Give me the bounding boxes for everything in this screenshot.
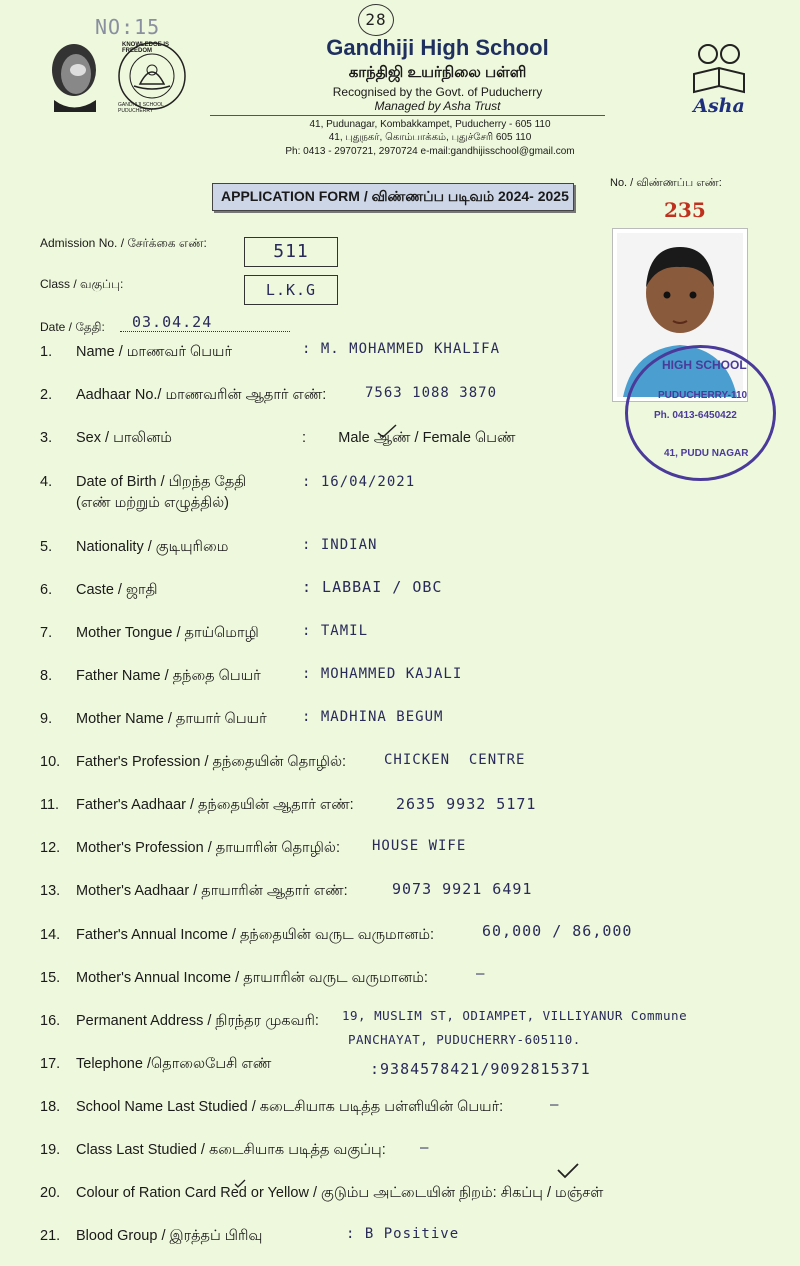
father-profession-value[interactable]: CHICKEN CENTRE — [384, 752, 526, 768]
field-row-dob: 4. Date of Birth / பிறந்த தேதி — [40, 474, 247, 490]
asha-logo — [688, 38, 750, 118]
field-row-father-aadhaar: 11. Father's Aadhaar / தந்தையின் ஆதார் எண்: — [40, 797, 354, 813]
contact-line: Ph: 0413 - 2970721, 2970724 e-mail:gandhijisschool@gmail.com — [285, 146, 575, 157]
last-school-value[interactable]: – — [550, 1097, 560, 1113]
nationality-value[interactable]: : INDIAN — [302, 537, 378, 553]
address-tamil: 41, புதுநகர், கொம்பாக்கம், புதுச்சேரி 605 110 — [328, 132, 532, 143]
mother-aadhaar-value[interactable]: 9073 9921 6491 — [392, 880, 533, 898]
stamp-line-2: PUDUCHERRY-110 — [658, 390, 748, 401]
ration-small-tick — [234, 1176, 246, 1194]
stamp-line-3: Ph. 0413-6450422 — [654, 410, 737, 421]
field-row-mother-income: 15. Mother's Annual Income / தாயாரின் வருட வருமானம்: — [40, 970, 428, 986]
dob-value[interactable]: : 16/04/2021 — [302, 474, 416, 490]
field-row-father-profession: 10. Father's Profession / தந்தையின் தொழில்: — [40, 754, 347, 770]
field-row-mother-tongue: 7. Mother Tongue / தாய்மொழி — [40, 625, 259, 641]
field-row-name: 1. Name / மாணவர் பெயர் — [40, 344, 233, 360]
ration-red-checkmark — [556, 1162, 580, 1185]
father-income-value[interactable]: 60,000 / 86,000 — [482, 922, 633, 940]
mother-name-value[interactable]: : MADHINA BEGUM — [302, 709, 444, 725]
field-row-address: 16. Permanent Address / நிரந்தர முகவரி: — [40, 1013, 319, 1029]
school-name: Gandhiji High School — [326, 35, 549, 60]
date-label: Date / தேதி: — [40, 320, 105, 334]
stamp-line-1: HIGH SCHOOL — [662, 358, 747, 372]
address-value-line1[interactable]: 19, MUSLIM ST, ODIAMPET, VILLIYANUR Commune — [342, 1008, 688, 1023]
field-row-mother-profession: 12. Mother's Profession / தாயாரின் தொழில்: — [40, 840, 340, 856]
page-number: 28 — [358, 4, 394, 36]
gandhi-portrait — [44, 40, 102, 112]
asha-logo-text: Asha — [693, 95, 745, 117]
blood-group-value[interactable]: : B Positive — [346, 1226, 460, 1242]
field-row-father-name: 8. Father Name / தந்தை பெயர் — [40, 668, 261, 684]
caste-value[interactable]: : LABBAI / OBC — [302, 578, 443, 596]
recognition-line: Recognised by the Govt. of Puducherry — [332, 85, 543, 99]
field-row-mother-aadhaar: 13. Mother's Aadhaar / தாயாரின் ஆதார் எண்: — [40, 883, 348, 899]
sex-value[interactable]: : Male ஆண் / Female பெண் — [302, 430, 516, 446]
form-title: APPLICATION FORM / விண்ணப்ப படிவம் 2024- 2025 — [212, 183, 574, 211]
field-row-nationality: 5. Nationality / குடியுரிமை — [40, 539, 229, 555]
field-row-telephone: 17. Telephone /தொலைபேசி எண் — [40, 1056, 272, 1072]
dob-sublabel: (எண் மற்றும் எழுத்தில்) — [76, 495, 229, 511]
field-row-sex: 3. Sex / பாலினம் — [40, 430, 172, 446]
student-name-value[interactable]: : M. MOHAMMED KHALIFA — [302, 341, 501, 357]
father-aadhaar-value[interactable]: 2635 9932 5171 — [396, 795, 537, 813]
field-row-father-income: 14. Father's Annual Income / தந்தையின் வருட வருமானம்: — [40, 927, 435, 943]
corner-note: NO:15 — [95, 15, 161, 39]
field-row-aadhaar: 2. Aadhaar No./ மாணவரின் ஆதார் எண்: — [40, 387, 327, 403]
date-field[interactable]: 03.04.24 — [120, 313, 290, 332]
telephone-value[interactable]: :9384578421/9092815371 — [370, 1060, 591, 1078]
school-stamp — [625, 345, 776, 481]
address-english: 41, Pudunagar, Kombakkampet, Puducherry - 605 110 — [309, 119, 551, 130]
field-row-ration-card: 20. Colour of Ration Card Red or Yellow / குடும்ப அட்டையின் நிறம்: சிகப்பு / மஞ்சள் — [40, 1185, 604, 1201]
admission-number-field[interactable]: 511 — [244, 237, 338, 267]
class-label: Class / வகுப்பு: — [40, 277, 124, 291]
managed-by-line: Managed by Asha Trust — [374, 99, 501, 113]
admission-label: Admission No. / சேர்க்கை எண்: — [40, 236, 207, 250]
field-row-last-class: 19. Class Last Studied / கடைசியாக படித்த வகுப்பு: — [40, 1142, 386, 1158]
class-field[interactable]: L.K.G — [244, 275, 338, 305]
field-row-mother-name: 9. Mother Name / தாயார் பெயர் — [40, 711, 267, 727]
last-class-value[interactable]: – — [420, 1140, 430, 1156]
header-divider — [210, 115, 605, 116]
emblem-bottom-text: GANDHIJI SCHOOL PUDUCHERRY — [118, 102, 164, 114]
mother-income-value[interactable]: – — [476, 966, 486, 982]
student-aadhaar-value[interactable]: 7563 1088 3870 — [365, 385, 498, 401]
address-value-line2[interactable]: PANCHAYAT, PUDUCHERRY-605110. — [348, 1032, 581, 1047]
mother-profession-value[interactable]: HOUSE WIFE — [372, 838, 467, 854]
form-number-value: 235 — [664, 198, 706, 222]
field-row-blood-group: 21. Blood Group / இரத்தப் பிரிவு — [40, 1228, 263, 1244]
field-row-caste: 6. Caste / ஜாதி — [40, 582, 158, 598]
stamp-line-4: 41, PUDU NAGAR — [664, 448, 749, 459]
emblem-motto: KNOWLEDGE IS FREEDOM — [122, 42, 170, 54]
school-emblem — [112, 40, 192, 112]
form-number-label: No. / விண்ணப்ப எண்: — [610, 177, 722, 189]
mother-tongue-value[interactable]: : TAMIL — [302, 623, 369, 639]
field-row-last-school: 18. School Name Last Studied / கடைசியாக படித்த பள்ளியின் பெயர்: — [40, 1099, 504, 1115]
father-name-value[interactable]: : MOHAMMED KAJALI — [302, 666, 463, 682]
school-name-tamil: காந்திஜி உயர்நிலை பள்ளி — [348, 64, 527, 81]
male-checkmark — [377, 424, 397, 443]
